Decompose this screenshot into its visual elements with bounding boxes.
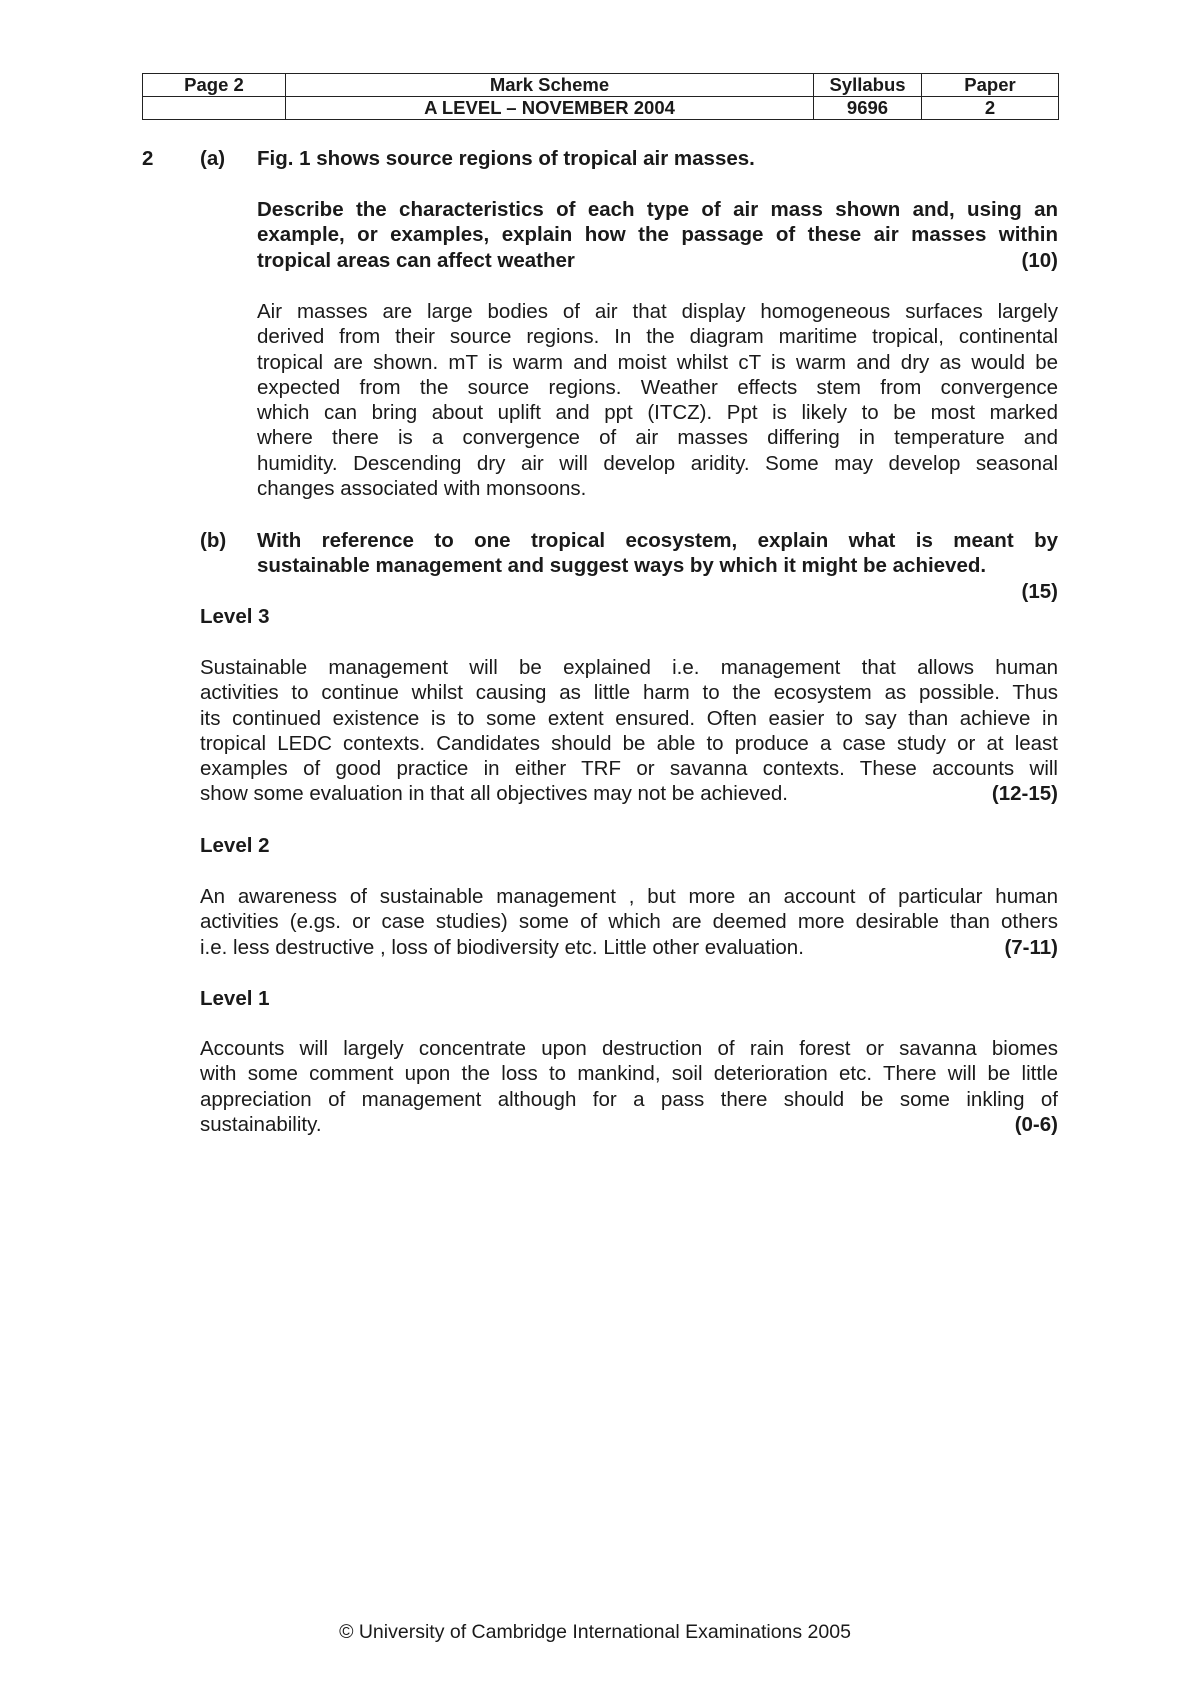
- header-row: [143, 97, 1059, 120]
- level-line-text: i.e. less destructive , loss of biodiversity etc. Little other evaluation.: [200, 935, 804, 959]
- level-line: with some comment upon the loss to mankind, soil deterioration etc. There will be little: [200, 1062, 1058, 1086]
- paper-number-cell: 2: [922, 97, 1059, 120]
- level-line: activities to continue whilst causing as little harm to the ecosystem as possible. Thus: [200, 681, 1058, 705]
- level-line: [200, 1112, 1058, 1137]
- level-2-marks: (7-11): [1004, 935, 1058, 959]
- level-line: its continued existence is to some extent ensured. Often easier to say than achieve in: [200, 706, 1058, 730]
- paper-cell: Paper: [922, 74, 1059, 97]
- answer-line: changes associated with monsoons.: [257, 477, 587, 501]
- level-1-title: Level 1: [200, 987, 270, 1010]
- answer-line: derived from their source regions. In the diagram maritime tropical, continental: [257, 325, 1058, 349]
- title-cell: Mark Scheme: [286, 74, 814, 97]
- question-number: 2: [142, 147, 154, 170]
- level-line: tropical LEDC contexts. Candidates should be able to produce a case study or at least: [200, 731, 1058, 755]
- copyright-footer: © University of Cambridge International Examinations 2005: [339, 1621, 851, 1643]
- level-3-text: [200, 655, 1058, 807]
- part-a-answer: [257, 299, 1058, 501]
- exam-session-cell: A LEVEL – NOVEMBER 2004: [286, 97, 814, 120]
- task-line: With reference to one tropical ecosystem, explain what is meant by: [257, 529, 1058, 552]
- answer-line: Air masses are large bodies of air that display homogeneous surfaces largely: [257, 300, 1058, 323]
- page-cell: Page 2: [143, 74, 286, 97]
- task-line: [257, 248, 1058, 273]
- level-3-title: Level 3: [200, 605, 270, 628]
- part-a-label: (a): [200, 147, 226, 170]
- answer-line: where there is a convergence of air masses differing in temperature and: [257, 426, 1058, 450]
- level-3-marks: (12-15): [991, 782, 1058, 806]
- part-b-task: [257, 528, 1058, 604]
- level-line: activities (e.gs. or case studies) some of which are deemed more desirable than others: [200, 910, 1058, 934]
- part-a-marks: (10): [1021, 248, 1058, 272]
- level-line: Sustainable management will be explained i.e. management that allows human: [200, 656, 1058, 679]
- header-table: [142, 73, 1059, 120]
- level-2-title: Level 2: [200, 834, 270, 857]
- level-line-text: sustainability.: [200, 1112, 322, 1136]
- answer-line: humidity. Descending dry air will develop aridity. Some may develop seasonal: [257, 451, 1058, 475]
- answer-line: expected from the source regions. Weather effects stem from convergence: [257, 375, 1058, 399]
- level-line-text: show some evaluation in that all objectives may not be achieved.: [200, 782, 789, 806]
- level-line: examples of good practice in either TRF or savanna contexts. These accounts will: [200, 757, 1058, 781]
- task-line: example, or examples, explain how the passage of these air masses within: [257, 223, 1058, 247]
- answer-line: tropical are shown. mT is warm and moist whilst cT is warm and dry as would be: [257, 350, 1058, 374]
- header-row: [143, 74, 1059, 97]
- page-value-cell: [143, 97, 286, 120]
- level-line: An awareness of sustainable management , but more an account of particular human: [200, 885, 1058, 908]
- level-1-marks: (0-6): [1014, 1112, 1058, 1136]
- answer-line: which can bring about uplift and ppt (ITCZ). Ppt is likely to be most marked: [257, 401, 1058, 425]
- level-line: appreciation of management although for a pass there should be some inkling of: [200, 1087, 1058, 1111]
- level-line: [200, 781, 1058, 806]
- task-line-text: tropical areas can affect weather: [257, 248, 575, 272]
- task-line: sustainable management and suggest ways by which it might be achieved.: [257, 554, 987, 578]
- syllabus-code-cell: 9696: [814, 97, 922, 120]
- part-a-task: [257, 197, 1058, 273]
- part-b-label: (b): [200, 529, 227, 552]
- syllabus-cell: Syllabus: [814, 74, 922, 97]
- level-1-text: [200, 1036, 1058, 1137]
- part-a-prompt: Fig. 1 shows source regions of tropical air masses.: [257, 147, 755, 170]
- level-2-text: [200, 884, 1058, 960]
- level-line: Accounts will largely concentrate upon destruction of rain forest or savanna biomes: [200, 1037, 1058, 1060]
- task-line: Describe the characteristics of each type of air mass shown and, using an: [257, 198, 1058, 221]
- part-b-marks: (15): [1021, 579, 1058, 603]
- level-line: [200, 935, 1058, 960]
